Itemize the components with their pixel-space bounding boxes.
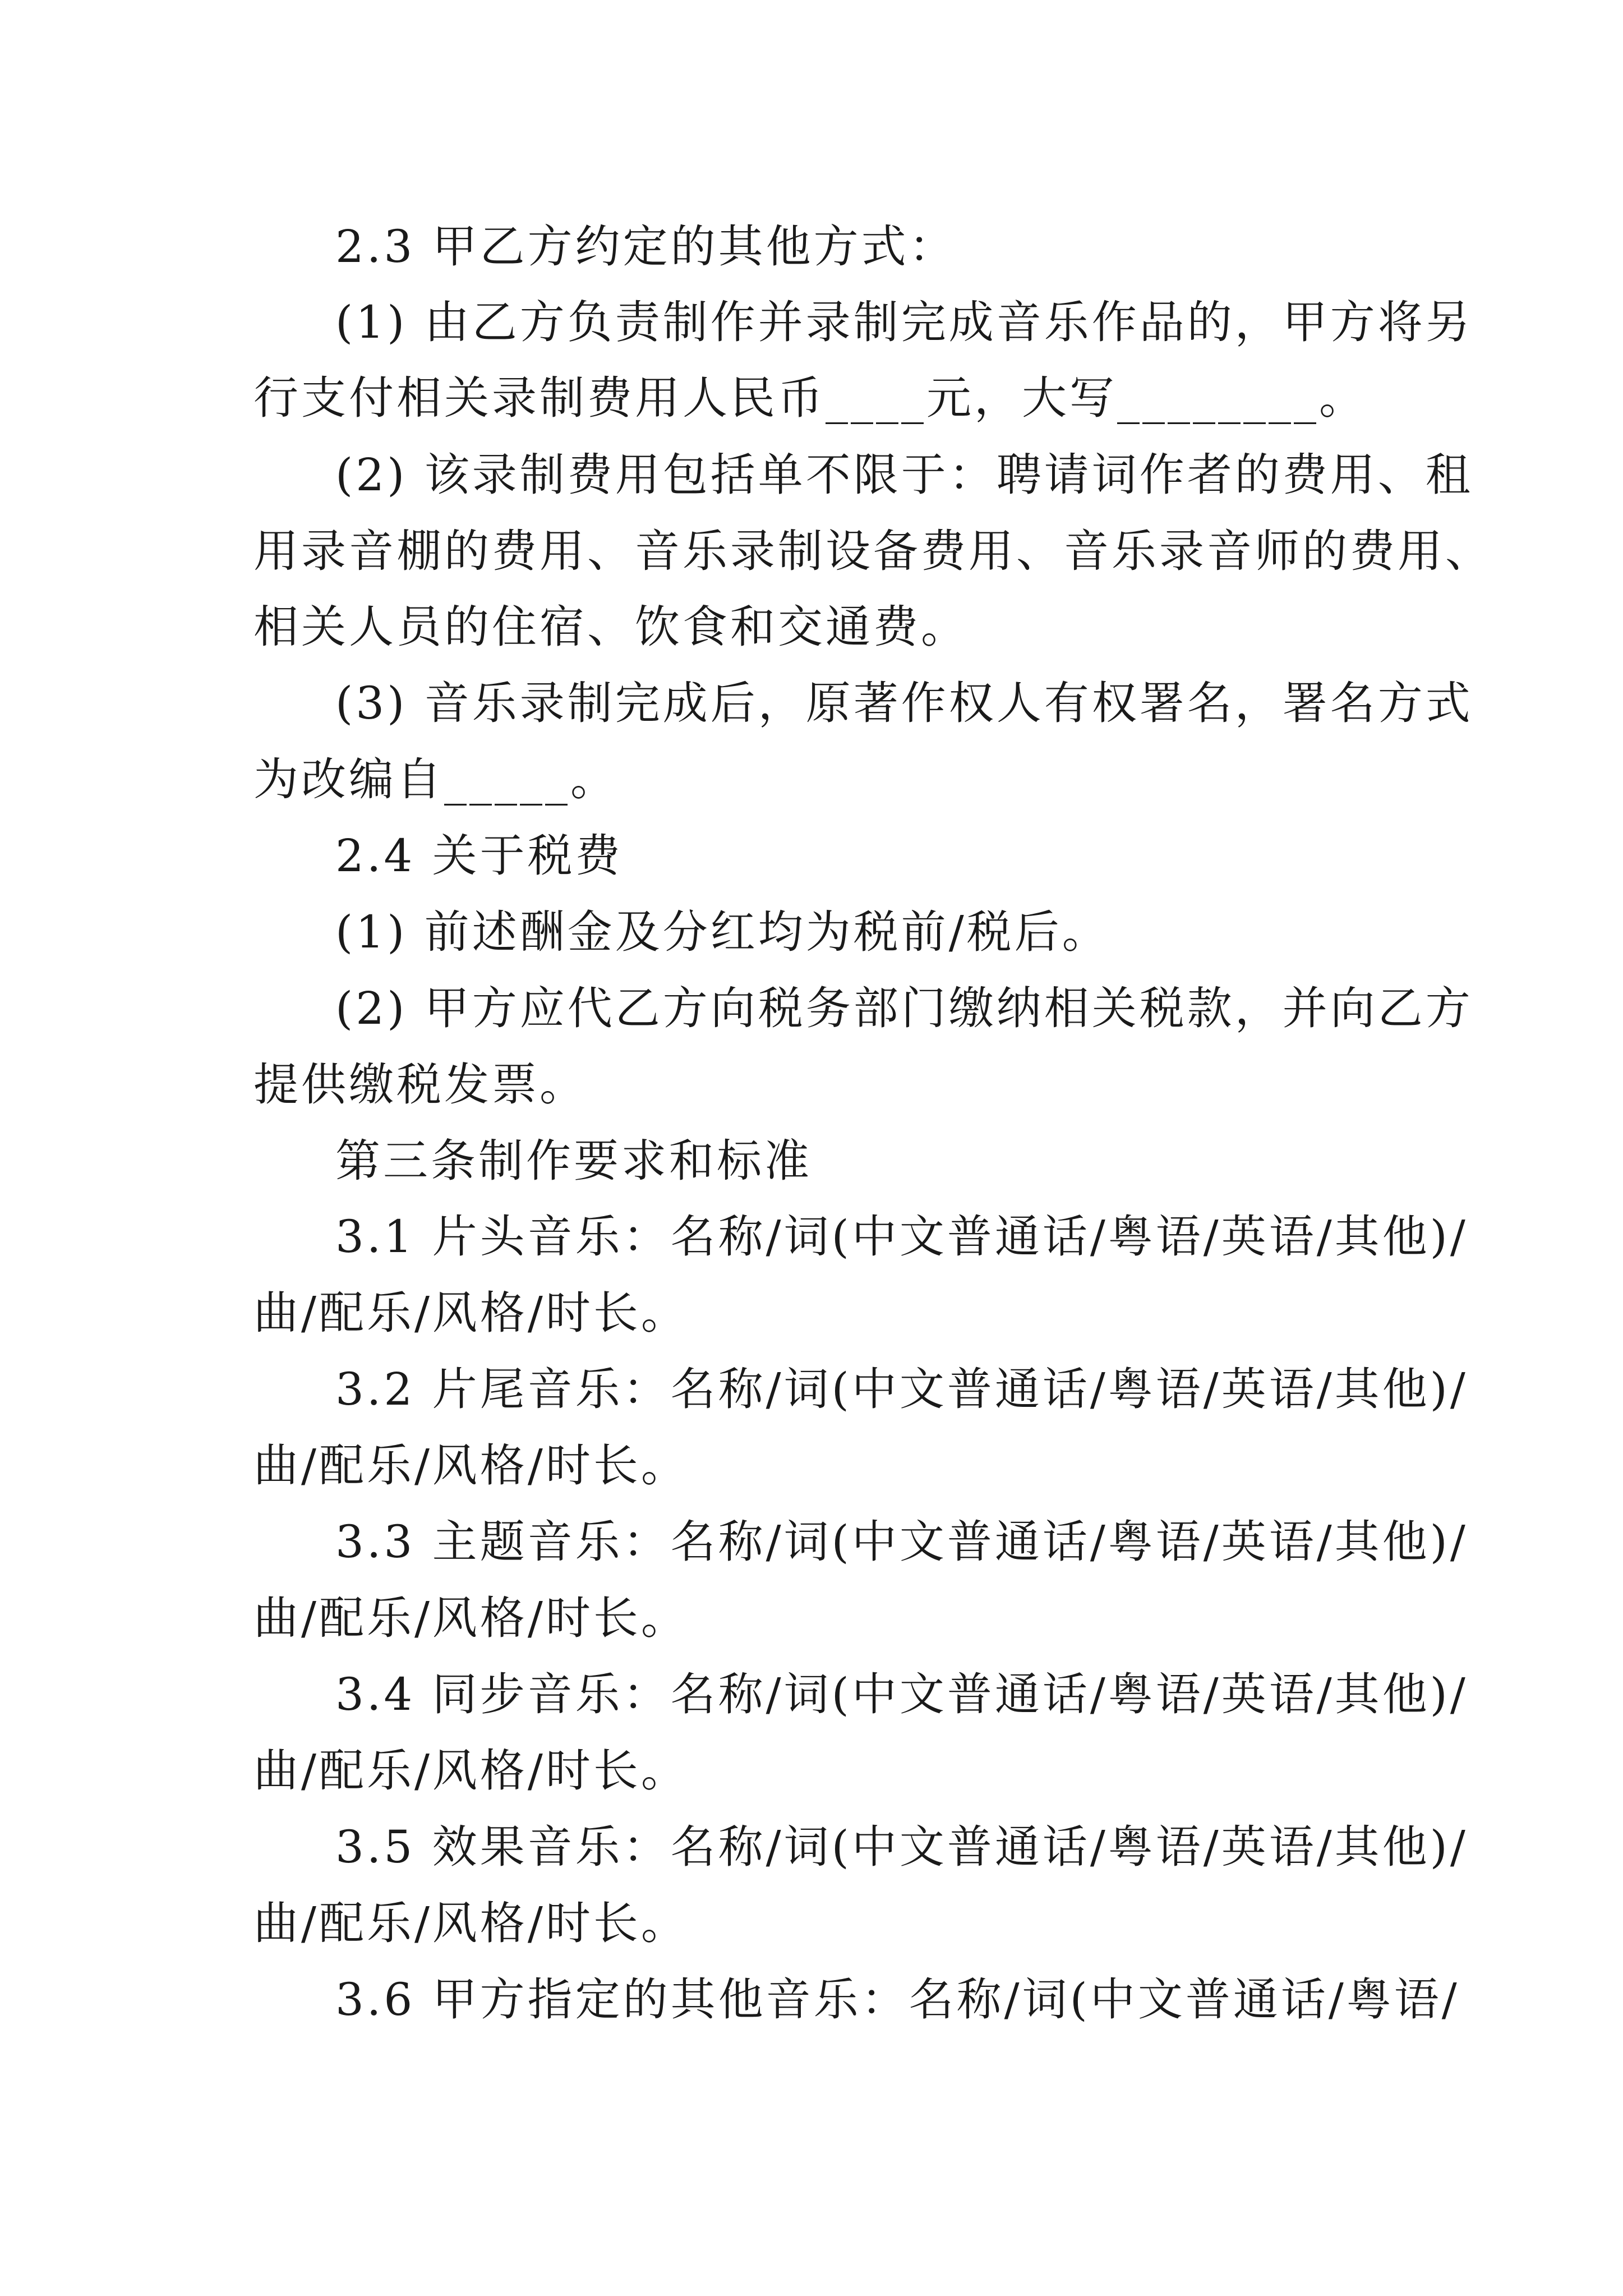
paragraph-line: 3.2 片尾音乐：名称/词(中文普通话/粤语/英语/其他)/	[335, 1363, 1468, 1415]
paragraph-line: 曲/配乐/风格/时长。	[253, 1745, 689, 1797]
paragraph-line: 3.4 同步音乐：名称/词(中文普通话/粤语/英语/其他)/	[335, 1668, 1468, 1720]
section-heading: 2.4 关于税费	[335, 830, 623, 882]
paragraph-line: 曲/配乐/风格/时长。	[253, 1439, 689, 1492]
paragraph-line: 用录音棚的费用、音乐录制设备费用、音乐录音师的费用、	[253, 525, 1493, 577]
paragraph-line: (3) 音乐录制完成后，原著作权人有权署名，署名方式	[335, 677, 1473, 729]
paragraph-line: 2.3 甲乙方约定的其他方式：	[335, 220, 957, 273]
paragraph-line: 为改编自_____。	[253, 753, 618, 806]
paragraph-line: 提供缴税发票。	[253, 1059, 587, 1111]
paragraph-line: (2) 甲方应代乙方向税务部门缴纳相关税款，并向乙方	[335, 982, 1473, 1034]
paragraph-line: (1) 前述酬金及分红均为税前/税后。	[335, 906, 1110, 958]
paragraph-line: 3.5 效果音乐：名称/词(中文普通话/粤语/英语/其他)/	[335, 1821, 1468, 1873]
paragraph-line: (1) 由乙方负责制作并录制完成音乐作品的，甲方将另	[335, 296, 1473, 348]
paragraph-line: 曲/配乐/风格/时长。	[253, 1897, 689, 1949]
paragraph-line: 3.6 甲方指定的其他音乐：名称/词(中文普通话/粤语/	[335, 1973, 1460, 2026]
paragraph-line: 3.1 片头音乐：名称/词(中文普通话/粤语/英语/其他)/	[335, 1211, 1468, 1263]
paragraph-line: (2) 该录制费用包括单不限于：聘请词作者的费用、租	[335, 449, 1473, 501]
paragraph-line: 相关人员的住宿、饮食和交通费。	[253, 601, 969, 653]
paragraph-line: 行支付相关录制费用人民币____元，大写________。	[253, 372, 1367, 424]
paragraph-line: 3.3 主题音乐：名称/词(中文普通话/粤语/英语/其他)/	[335, 1516, 1468, 1568]
paragraph-line: 曲/配乐/风格/时长。	[253, 1592, 689, 1644]
paragraph-line: 曲/配乐/风格/时长。	[253, 1287, 689, 1339]
section-heading: 第三条制作要求和标准	[335, 1135, 812, 1187]
